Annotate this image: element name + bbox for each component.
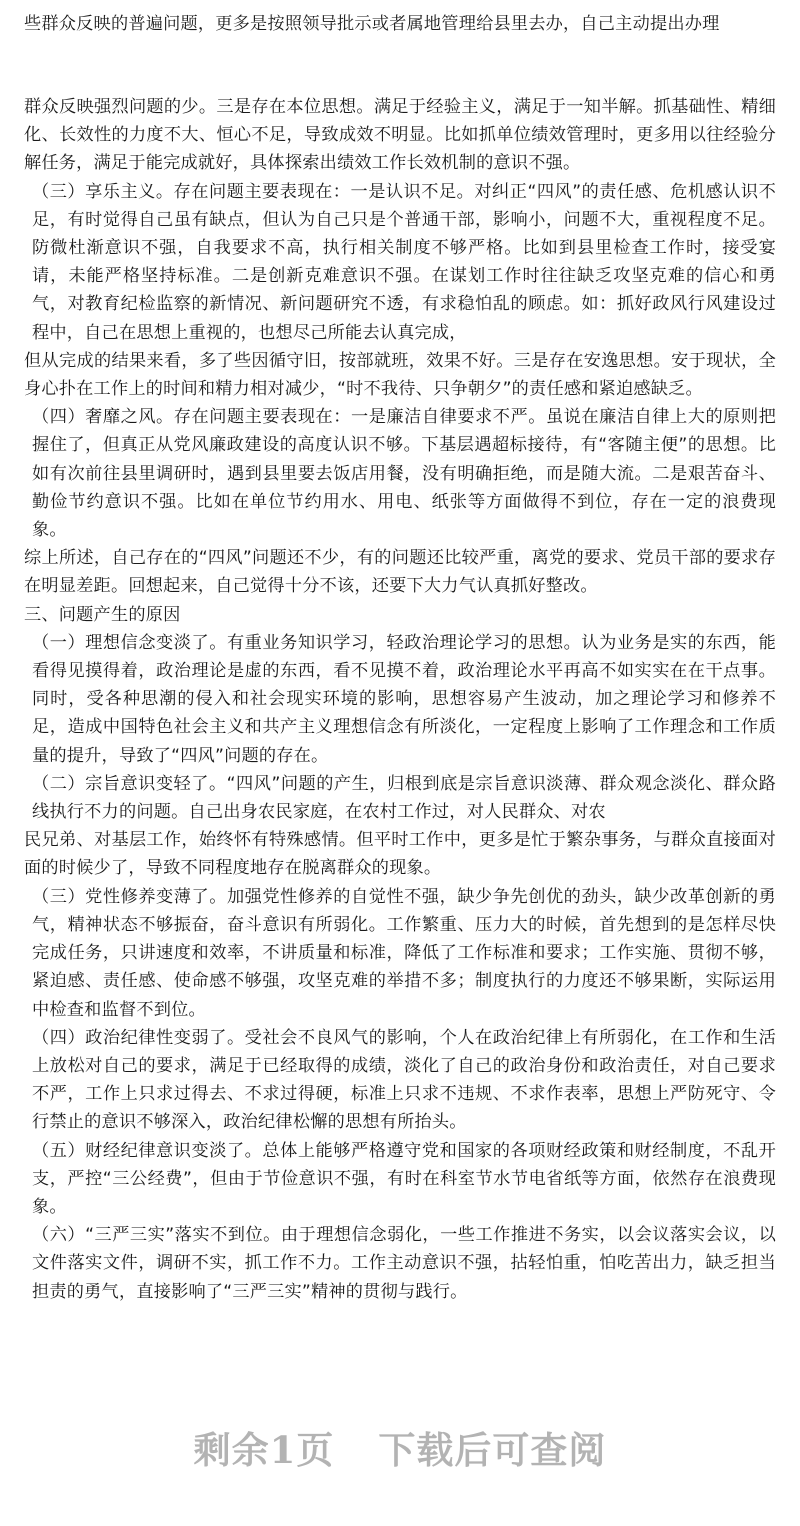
paragraph: （四）政治纪律性变弱了。受社会不良风气的影响，个人在政治纪律上有所弱化，在工作和生活上放松对自己的要求，满足于已经取得的成绩，淡化了自己的政治身份和政治责任，对自己要求不严，工作上只求过得去、不求过得硬，标准上只求不违规、不求作表率，思想上严防死守、令行禁止的意识不够深入，政治纪律松懈的思想有所抬头。	[32, 1027, 776, 1133]
paragraph: （六）“三严三实”落实不到位。由于理想信念弱化，一些工作推进不务实，以会议落实会议，以文件落实文件，调研不实，抓工作不力。工作主动意识不强，拈轻怕重，怕吃苦出力，缺乏担当担责的勇气，直接影响了“三严三实”精神的贯彻与践行。	[32, 1225, 776, 1302]
top-line: 些群众反映的普遍问题，更多是按照领导批示或者属地管理给县里去办，自己主动提出办理	[24, 14, 720, 35]
section-heading: 三、问题产生的原因	[24, 604, 181, 625]
paragraph: 但从完成的结果来看，多了些因循守旧，按部就班，效果不好。三是存在安逸思想。安于现状，全身心扑在工作上的时间和精力相对减少，“时不我待、只争朝夕”的责任感和紧迫感缺乏。	[24, 350, 776, 400]
top-partial-text	[0, 0, 800, 38]
cut-off-line	[0, 0, 800, 10]
paragraph: （三）党性修养变薄了。加强党性修养的自觉性不强，缺少争先创优的劲头，缺少改革创新的勇气，精神状态不够振奋，奋斗意识有所弱化。工作繁重、压力大的时候，首先想到的是怎样尽快完成任务，只讲速度和效率，不讲质量和标准，降低了工作标准和要求；工作实施、贯彻不够，紧迫感、责任感、使命感不够强，攻坚克难的举措不多；制度执行的力度还不够果断，实际运用中检查和监督不到位。	[32, 886, 776, 1020]
paragraph: （四）奢靡之风。存在问题主要表现在：一是廉洁自律要求不严。虽说在廉洁自律上大的原则把握住了，但真正从党风廉政建设的高度认识不够。下基层遇超标接待，有“客随主便”的思想。比如有次前往县里调研时，遇到县里要去饭店用餐，没有明确拒绝，而是随大流。二是艰苦奋斗、勤俭节约意识不强。比如在单位节约用水、用电、纸张等方面做得不到位，存在一定的浪费现象。	[32, 407, 776, 541]
paragraph: （五）财经纪律意识变淡了。总体上能够严格遵守党和国家的各项财经政策和财经制度，不乱开支，严控“三公经费”，但由于节俭意识不强，有时在科室节水节电省纸等方面，依然存在浪费现象。	[32, 1140, 776, 1217]
document-body	[0, 93, 800, 1306]
paragraph: 民兄弟、对基层工作，始终怀有特殊感情。但平时工作中，更多是忙于繁杂事务，与群众直接面对面的时候少了，导致不同程度地存在脱离群众的现象。	[24, 830, 776, 879]
paragraph: 群众反映强烈问题的少。三是存在本位思想。满足于经验主义，满足于一知半解。抓基础性、精细化、长效性的力度不大、恒心不足，导致成效不明显。比如抓单位绩效管理时，更多用以往经验分解任务，满足于能完成就好，具体探索出绩效工作长效机制的意识不强。	[24, 97, 776, 174]
remaining-pages-label: 剩余1页	[193, 1428, 335, 1472]
paragraph: （二）宗旨意识变轻了。“四风”问题的产生，归根到底是宗旨意识淡薄、群众观念淡化、群众路线执行不力的问题。自己出身农民家庭，在农村工作过，对人民群众、对农	[32, 773, 776, 823]
paragraph: 综上所述，自己存在的“四风”问题还不少，有的问题还比较严重，离党的要求、党员干部的要求存在明显差距。回想起来，自己觉得十分不该，还要下大力气认真抓好整改。	[24, 548, 776, 597]
paragraph: （一）理想信念变淡了。有重业务知识学习，轻政治理论学习的思想。认为业务是实的东西，能看得见摸得着，政治理论是虚的东西，看不见摸不着，政治理论水平再高不如实实在在干点事。同时，受各种思潮的侵入和社会现实环境的影响，思想容易产生波动，加之理论学习和修养不足，造成中国特色社会主义和共产主义理想信念有所淡化，一定程度上影响了工作理念和工作质量的提升，导致了“四风”问题的存在。	[32, 632, 776, 766]
download-banner[interactable]	[0, 1420, 800, 1474]
download-hint-label: 下载后可查阅	[378, 1428, 607, 1472]
paragraph: （三）享乐主义。存在问题主要表现在：一是认识不足。对纠正“四风”的责任感、危机感认识不足，有时觉得自己虽有缺点，但认为自己只是个普通干部，影响小，问题不大，重视程度不足。防微杜渐意识不强，自我要求不高，执行相关制度不够严格。比如到县里检查工作时，接受宴请，未能严格坚持标准。二是创新克难意识不强。在谋划工作时往往缺乏攻坚克难的信心和勇气，对教育纪检监察的新情况、新问题研究不透，有求稳怕乱的顾虑。如：抓好政风行风建设过程中，自己在思想上重视的，也想尽己所能去认真完成，	[32, 181, 776, 343]
